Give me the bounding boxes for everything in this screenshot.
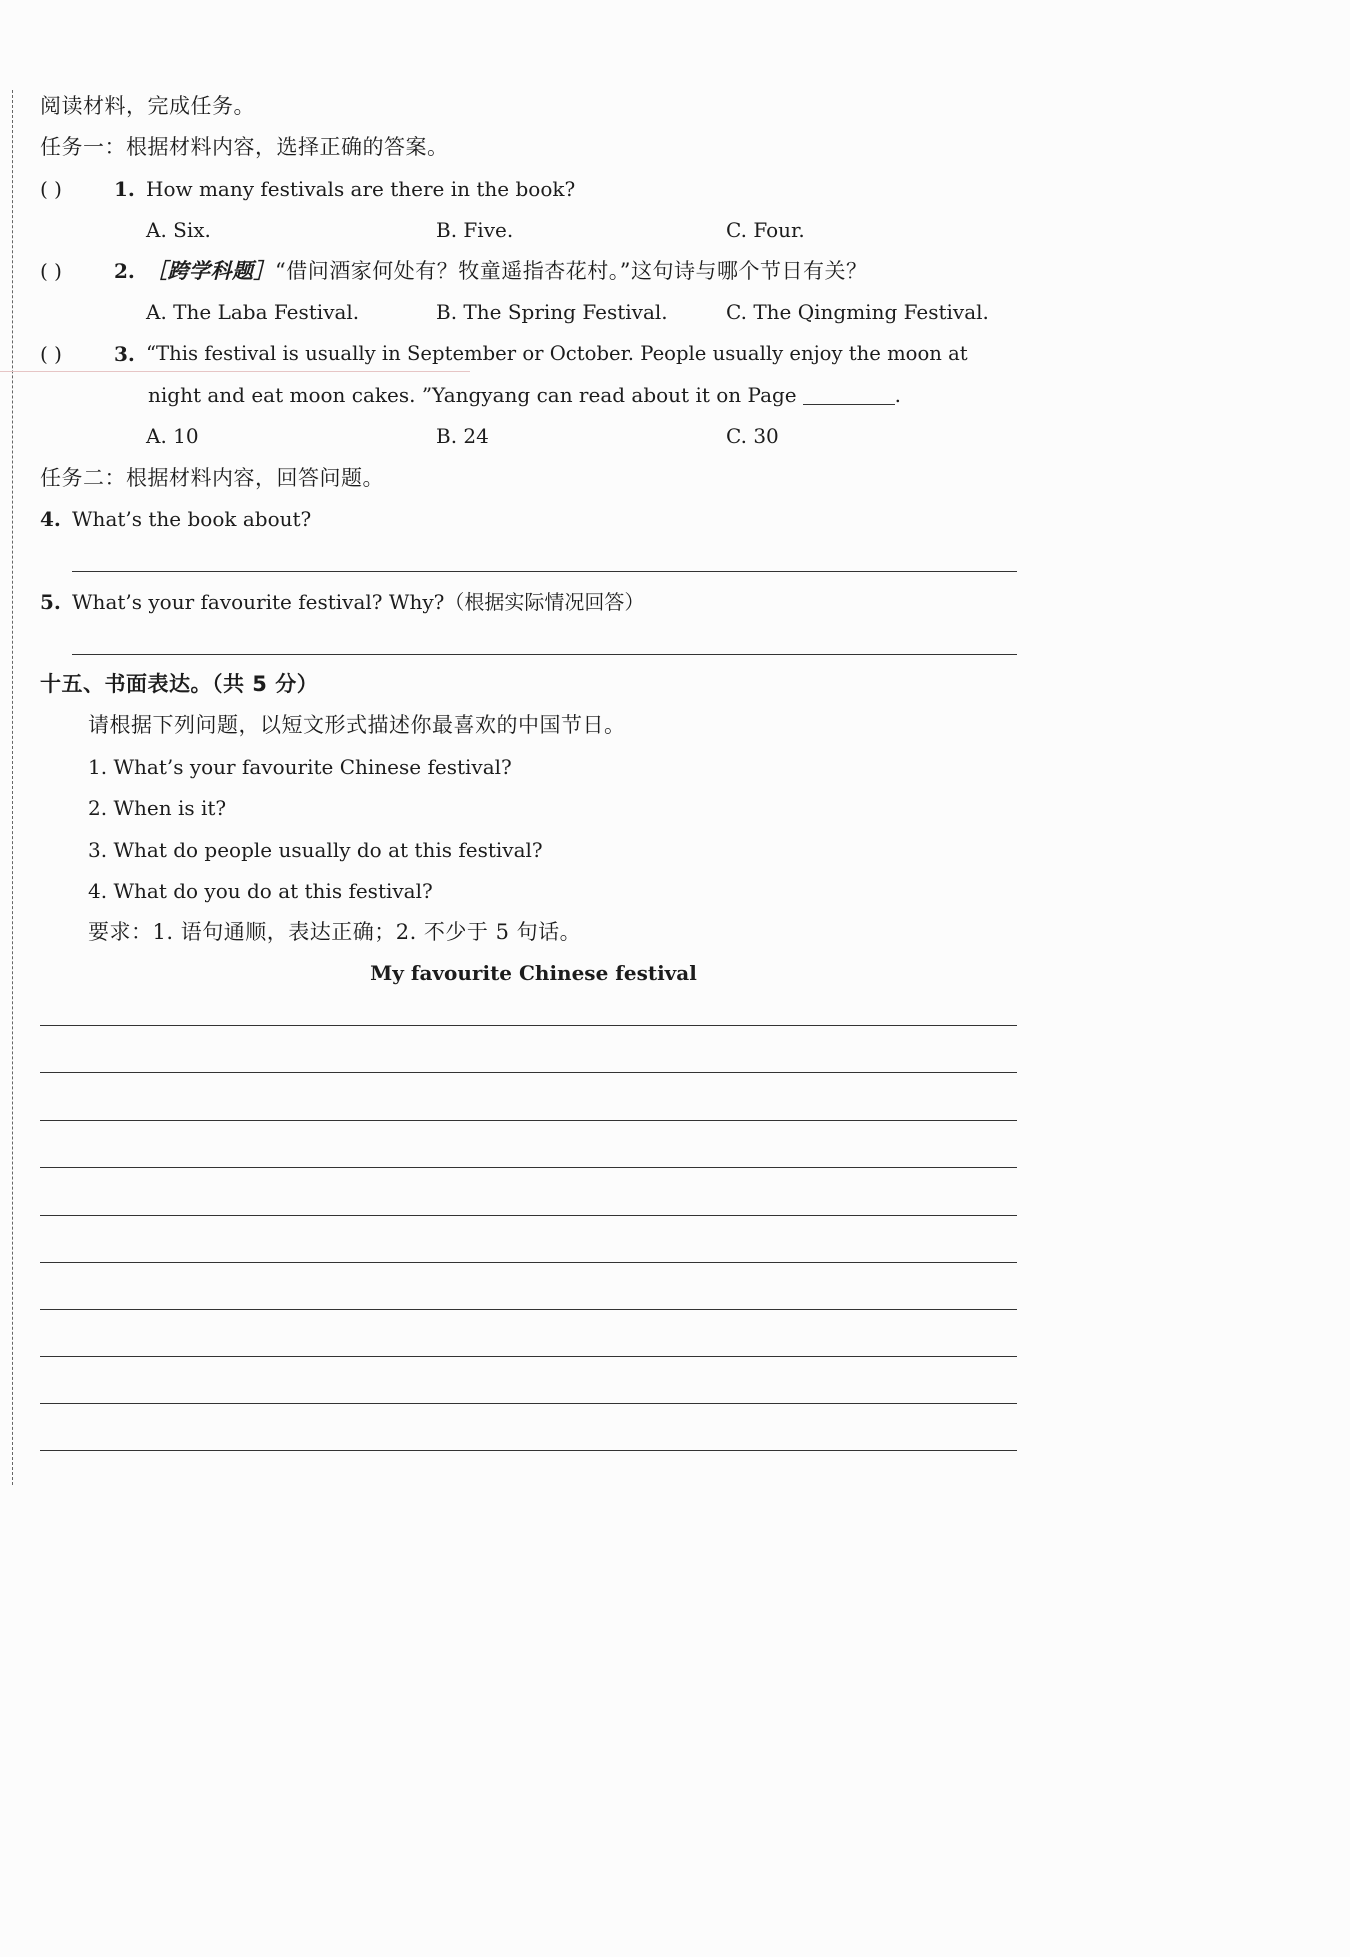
answer-paren-1[interactable]: ( ) [40,177,62,201]
writing-line[interactable] [40,1356,1017,1357]
q1-option-c: C. Four. [726,218,805,242]
question-text-2: ［跨学科题］“借问酒家何处有？牧童遥指杏花村。”这句诗与哪个节日有关？ [146,259,868,283]
writing-line[interactable] [40,1262,1017,1263]
question-text-3: “This festival is usually in September or October. People usually enjoy the moon at [146,342,968,365]
writing-line[interactable] [40,1215,1017,1216]
q2-option-c: C. The Qingming Festival. [726,300,989,324]
question-text-5: What’s your favourite festival? Why?（根据实际情况回答） [72,590,645,614]
q2-option-a: A. The Laba Festival. [146,300,360,324]
prompt-1: 1. What’s your favourite Chinese festival? [88,755,512,779]
question-number-3: 3. [114,342,135,366]
task1-heading: 任务一：根据材料内容，选择正确的答案。 [40,135,449,159]
answer-line-5[interactable] [72,654,1017,655]
task2-heading: 任务二：根据材料内容，回答问题。 [40,466,384,490]
q2-option-b: B. The Spring Festival. [436,300,668,324]
faint-rule [0,371,470,372]
q3-option-a: A. 10 [146,424,199,448]
prompt-3: 3. What do people usually do at this festival? [88,838,543,862]
cross-subject-tag: ［跨学科题］ [146,259,275,283]
question-number-5: 5. [40,590,61,614]
question-text-3-cont: night and eat moon cakes. ”Yangyang can read about it on Page . [148,383,902,407]
answer-paren-3[interactable]: ( ) [40,342,62,366]
writing-instruction: 请根据下列问题，以短文形式描述你最喜欢的中国节日。 [88,713,626,737]
writing-line[interactable] [40,1025,1017,1026]
writing-requirement: 要求：1. 语句通顺，表达正确；2. 不少于 5 句话。 [88,920,582,944]
q1-option-a: A. Six. [146,218,211,242]
answer-paren-2[interactable]: ( ) [40,259,62,283]
writing-line[interactable] [40,1072,1017,1073]
q3-option-c: C. 30 [726,424,779,448]
question-number-2: 2. [114,259,135,283]
writing-line[interactable] [40,1120,1017,1121]
writing-line[interactable] [40,1167,1017,1168]
question-text-1: How many festivals are there in the book? [146,177,576,201]
question-number-1: 1. [114,177,135,201]
q3-option-b: B. 24 [436,424,489,448]
prompt-4: 4. What do you do at this festival? [88,879,433,903]
writing-line[interactable] [40,1403,1017,1404]
margin-dashed-line [12,90,13,1485]
intro-text: 阅读材料，完成任务。 [40,94,255,118]
answer-line-4[interactable] [72,571,1017,572]
writing-line[interactable] [40,1450,1017,1451]
writing-line[interactable] [40,1309,1017,1310]
prompt-2: 2. When is it? [88,796,227,820]
page-blank[interactable] [803,384,895,405]
question-number-4: 4. [40,507,61,531]
section-15-heading: 十五、书面表达。（共 5 分） [40,672,319,696]
essay-title: My favourite Chinese festival [370,961,697,985]
question-text-4: What’s the book about? [72,507,312,531]
q1-option-b: B. Five. [436,218,514,242]
